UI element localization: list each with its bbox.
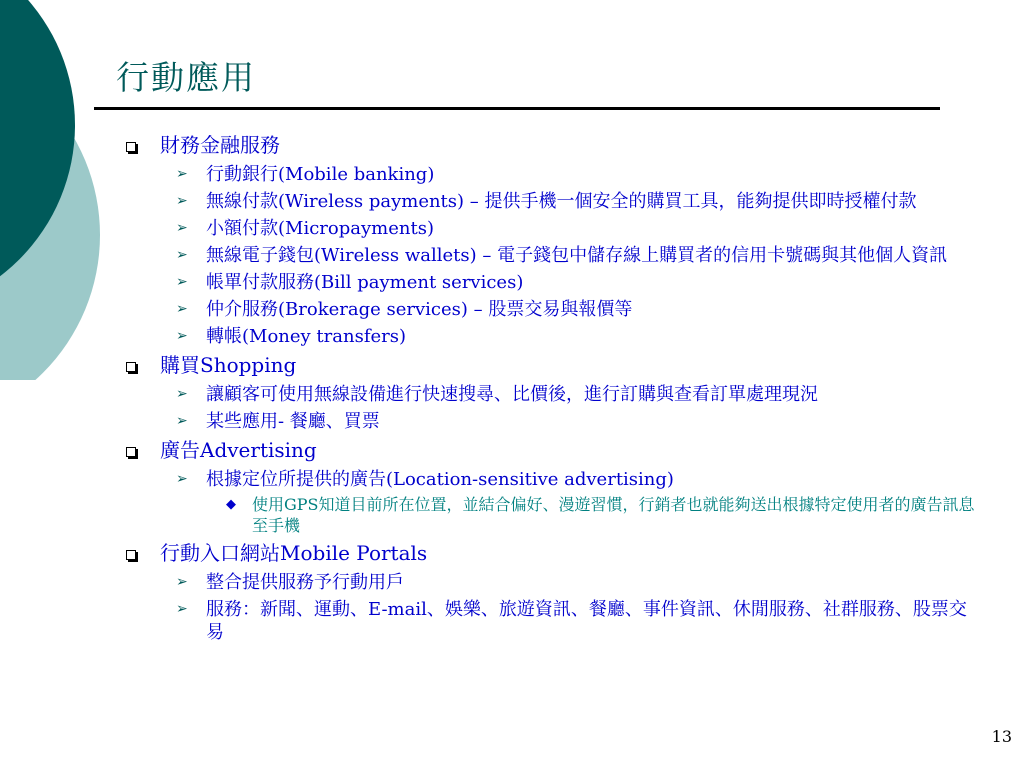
decorative-circles <box>0 0 110 380</box>
arrow-bullet-icon: ➢ <box>176 413 188 429</box>
title-underline <box>94 107 940 110</box>
square-bullet-icon <box>126 131 136 159</box>
square-bullet-icon <box>126 436 136 464</box>
bullet-level-2 <box>120 271 980 294</box>
bullet-level-2 <box>120 217 980 240</box>
bullet-text: 讓顧客可使用無線設備進行快速搜尋、比價後，進行訂購與查看訂單處理現況 <box>206 384 818 405</box>
arrow-bullet-icon: ➢ <box>176 328 188 344</box>
bullet-level-2 <box>120 571 980 594</box>
page-number: 13 <box>991 727 1012 746</box>
bullet-level-2 <box>120 468 980 491</box>
bullet-level-1 <box>120 539 980 567</box>
arrow-bullet-icon: ➢ <box>176 193 188 209</box>
bullet-text: 整合提供服務予行動用戶 <box>206 572 404 593</box>
bullet-text: 使用GPS知道目前所在位置，並結合偏好、漫遊習慣，行銷者也就能夠送出根據特定使用者的廣告訊息至手機 <box>252 495 975 535</box>
bullet-level-2 <box>120 298 980 321</box>
arrow-bullet-icon: ➢ <box>176 471 188 487</box>
bullet-text: 廣告Advertising <box>160 438 317 462</box>
bullet-level-2 <box>120 190 980 213</box>
arrow-bullet-icon: ➢ <box>176 386 188 402</box>
arrow-bullet-icon: ➢ <box>176 274 188 290</box>
arrow-bullet-icon: ➢ <box>176 301 188 317</box>
bullet-level-1 <box>120 351 980 379</box>
square-bullet-icon <box>126 539 136 567</box>
arrow-bullet-icon: ➢ <box>176 574 188 590</box>
bullet-level-2 <box>120 598 980 644</box>
bullet-text: 財務金融服務 <box>160 133 280 157</box>
bullet-text: 仲介服務(Brokerage services) – 股票交易與報價等 <box>206 299 633 320</box>
bullet-level-1 <box>120 436 980 464</box>
bullet-text: 帳單付款服務(Bill payment services) <box>206 272 524 293</box>
bullet-text: 行動銀行(Mobile banking) <box>206 164 435 185</box>
bullet-level-2 <box>120 410 980 433</box>
bullet-text: 小額付款(Micropayments) <box>206 218 434 239</box>
bullet-text: 轉帳(Money transfers) <box>206 326 407 347</box>
bullet-text: 服務：新聞、運動、E-mail、娛樂、旅遊資訊、餐廳、事件資訊、休閒服務、社群服務、股票交易 <box>206 599 967 643</box>
arrow-bullet-icon: ➢ <box>176 220 188 236</box>
bullet-text: 購買Shopping <box>160 353 297 377</box>
bullet-level-2 <box>120 325 980 348</box>
arrow-bullet-icon: ➢ <box>176 166 188 182</box>
arrow-bullet-icon: ➢ <box>176 247 188 263</box>
bullet-level-2 <box>120 163 980 186</box>
bullet-text: 無線付款(Wireless payments) – 提供手機一個安全的購買工具，能夠提供即時授權付款 <box>206 191 917 212</box>
bullet-level-1 <box>120 131 980 159</box>
arrow-bullet-icon: ➢ <box>176 601 188 617</box>
bullet-level-3 <box>120 494 980 536</box>
bullet-level-2 <box>120 383 980 406</box>
square-bullet-icon <box>126 351 136 379</box>
bullet-text: 根據定位所提供的廣告(Location-sensitive advertising) <box>206 469 674 490</box>
bullet-text: 無線電子錢包(Wireless wallets) – 電子錢包中儲存線上購買者的信用卡號碼與其他個人資訊 <box>206 245 948 266</box>
bullet-level-2 <box>120 244 980 267</box>
bullet-text: 行動入口網站Mobile Portals <box>160 541 428 565</box>
diamond-bullet-icon: ◆ <box>226 497 236 512</box>
bullet-list <box>120 128 980 644</box>
slide-title: 行動應用 <box>116 58 256 97</box>
bullet-text: 某些應用- 餐廳、買票 <box>206 411 380 432</box>
